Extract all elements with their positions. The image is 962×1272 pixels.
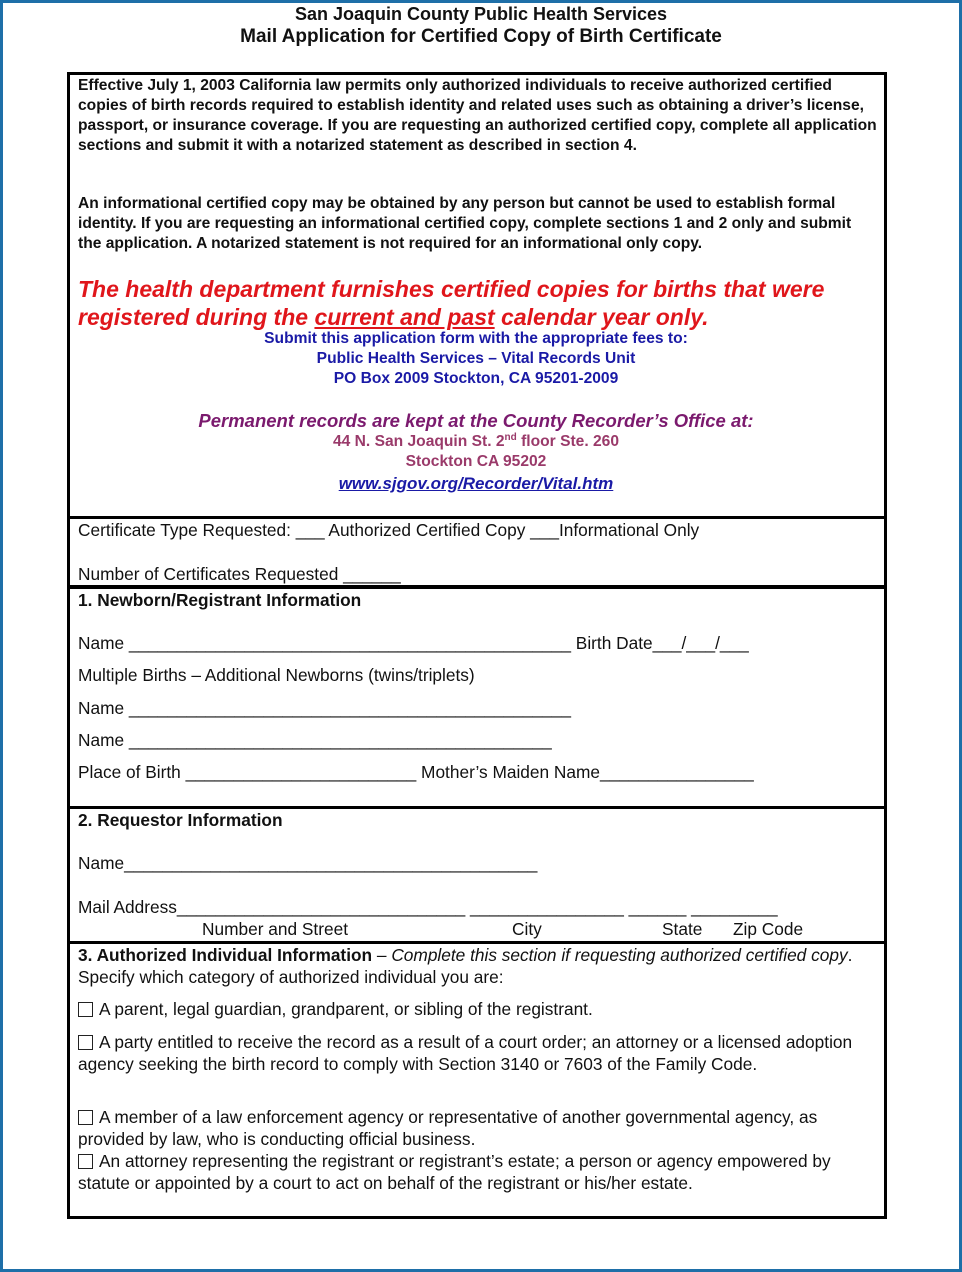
address-pre: 44 N. San Joaquin St. 2 xyxy=(332,433,505,451)
option-4-checkbox[interactable] xyxy=(78,1154,93,1169)
section-3-dash: – xyxy=(372,945,392,965)
option-2-checkbox[interactable] xyxy=(78,1035,93,1050)
section-3-title: 3. Authorized Individual Information xyxy=(78,945,373,965)
recorder-city: Stockton CA 95202 xyxy=(405,453,547,470)
red-notice xyxy=(78,275,878,331)
red-notice-after: calendar year only. xyxy=(494,304,709,330)
section-3-instruction: Complete this section if requesting authorized certified copy xyxy=(391,945,848,965)
state-sublabel: State xyxy=(662,919,703,939)
additional-name-1[interactable]: Name ______________________________________________ xyxy=(78,698,572,718)
option-3-label: A member of a law enforcement agency or representative of another governmental agency, as provided by law, who is conducting official business. xyxy=(78,1107,818,1149)
option-3[interactable] xyxy=(78,1106,878,1150)
address-sup: nd xyxy=(504,432,517,443)
section-1-title: 1. Newborn/Registrant Information xyxy=(78,590,362,610)
option-3-checkbox[interactable] xyxy=(78,1110,93,1125)
additional-name-2[interactable]: Name ____________________________________________ xyxy=(78,730,552,750)
option-1[interactable] xyxy=(78,998,878,1020)
submit-line: Submit this application form with the appropriate fees to: xyxy=(264,330,688,347)
place-of-birth-line[interactable]: Place of Birth ________________________ Mother’s Maiden Name________________ xyxy=(78,762,754,782)
city-sublabel: City xyxy=(512,919,542,939)
option-1-checkbox[interactable] xyxy=(78,1002,93,1017)
po-box: PO Box 2009 Stockton, CA 95201-2009 xyxy=(333,370,619,387)
section-3-rest: . Specify which category of authorized individual you are: xyxy=(78,945,853,987)
certificate-count-line[interactable]: Number of Certificates Requested ______ xyxy=(78,564,401,584)
org-name: San Joaquin County Public Health Services xyxy=(294,4,668,24)
section-2-title: 2. Requestor Information xyxy=(78,810,283,830)
authorized-intro: Effective July 1, 2003 California law permits only authorized individuals to receive authorized certified copies of birth records required to establish identity and related uses such as obtaining a driver’s license, passport, or insurance coverage. If you are requesting an authorized certified copy, complete all application sections and submit it with a notarized statement as described in section 4. xyxy=(78,77,877,154)
section-3-heading xyxy=(78,944,878,988)
newborn-name-line[interactable]: Name ______________________________________________ Birth Date___/___/___ xyxy=(78,633,749,653)
address-post: floor Ste. 260 xyxy=(516,433,620,451)
street-sublabel: Number and Street xyxy=(202,919,349,939)
option-4-label: An attorney representing the registrant or registrant’s estate; a person or agency empowered by statute or appointed by a court to act on behalf of the registrant or his/her estate. xyxy=(78,1151,831,1193)
requestor-name-line[interactable]: Name___________________________________________ xyxy=(78,853,538,873)
option-1-label: A parent, legal guardian, grandparent, or sibling of the registrant. xyxy=(99,999,593,1019)
mail-address-line[interactable]: Mail Address______________________________ ________________ ______ _________ xyxy=(78,897,778,917)
red-notice-before: The health department furnishes certified copies for births that were registered during the xyxy=(78,276,825,330)
recorder-link[interactable]: www.sjgov.org/Recorder/Vital.htm xyxy=(338,474,614,493)
vital-records-unit: Public Health Services – Vital Records Unit xyxy=(316,350,636,367)
zip-sublabel: Zip Code xyxy=(733,919,804,939)
option-2[interactable] xyxy=(78,1031,878,1075)
informational-intro: An informational certified copy may be obtained by any person but cannot be used to establish formal identity. If you are requesting an informational certified copy, complete sections 1 and 2 only and submit the application. A notarized statement is not required for an informational only copy. xyxy=(78,195,852,252)
certificate-type-line[interactable]: Certificate Type Requested: ___ Authorized Certified Copy ___Informational Only xyxy=(78,520,700,540)
option-4[interactable] xyxy=(78,1150,878,1194)
multiple-births-label: Multiple Births – Additional Newborns (twins/triplets) xyxy=(78,665,475,685)
option-2-label: A party entitled to receive the record as a result of a court order; an attorney or a licensed adoption agency seeking the birth record to comply with Section 3140 or 7603 of the Family Code. xyxy=(78,1032,853,1074)
form-title: Mail Application for Certified Copy of Birth Certificate xyxy=(240,26,722,47)
permanent-records-line: Permanent records are kept at the County Recorder’s Office at: xyxy=(198,410,754,431)
red-notice-underlined: current and past xyxy=(314,304,495,330)
recorder-address xyxy=(0,432,952,451)
